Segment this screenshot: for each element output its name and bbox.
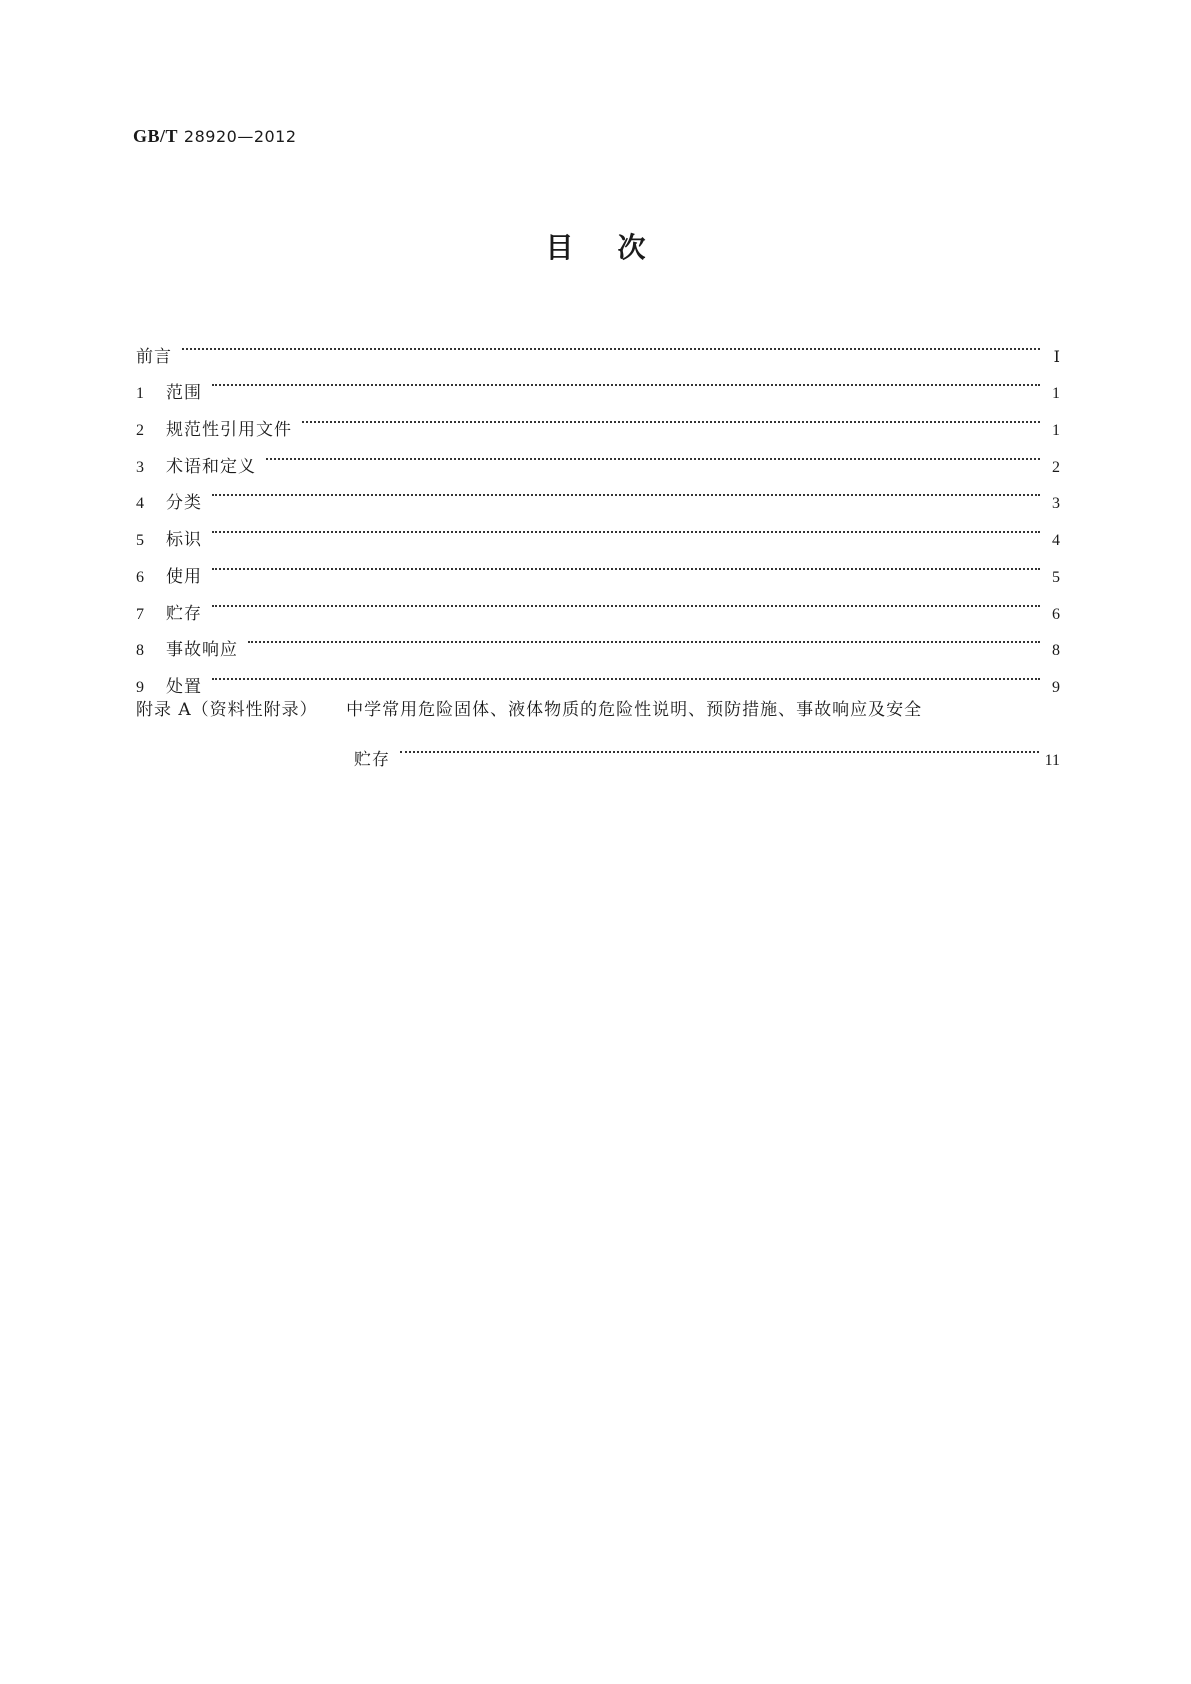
toc-page-number: 8	[1052, 642, 1060, 660]
toc-label: 前言	[136, 346, 172, 367]
dot-leader	[212, 582, 1040, 619]
toc-page-number: 6	[1052, 605, 1060, 623]
dot-leader	[212, 545, 1040, 582]
toc-page-number: 2	[1052, 458, 1060, 476]
toc-entry-annex-a[interactable]	[136, 692, 1060, 771]
dot-leader	[248, 619, 1040, 656]
toc-number: 7	[136, 605, 144, 623]
annex-continuation-line	[136, 729, 1060, 771]
toc-label: 贮存	[166, 603, 202, 624]
toc-entry-preface[interactable]	[136, 325, 1060, 367]
toc-entry[interactable]	[136, 435, 1060, 477]
toc-page-number: 1	[1052, 422, 1060, 440]
toc-entry[interactable]	[136, 398, 1060, 441]
annex-prefix: 附录 A（资料性附录）	[136, 699, 318, 720]
toc-entry[interactable]	[136, 619, 1060, 661]
dot-leader	[182, 325, 1040, 362]
toc-label: 事故响应	[166, 640, 238, 661]
standard-prefix: GB/T	[133, 126, 179, 146]
toc-number: 8	[136, 642, 144, 660]
page-title: 目次	[545, 231, 690, 264]
toc-page-number: 3	[1052, 495, 1060, 513]
toc-label: 规范性引用文件	[166, 420, 292, 441]
toc-entry[interactable]	[136, 545, 1060, 587]
toc-page-number: 1	[1052, 385, 1060, 403]
dot-leader	[212, 472, 1040, 509]
toc-label: 使用	[166, 566, 202, 587]
toc-page-number: 4	[1052, 532, 1060, 550]
toc-label: 标识	[166, 530, 202, 551]
table-of-contents	[136, 325, 1060, 771]
toc-entry[interactable]	[136, 508, 1060, 551]
dot-leader	[400, 729, 1039, 766]
toc-number: 6	[136, 568, 144, 586]
toc-number: 1	[136, 385, 144, 403]
toc-number: 3	[136, 458, 144, 476]
dot-leader	[266, 435, 1040, 472]
toc-page-number: 9	[1052, 678, 1060, 696]
toc-label: 术语和定义	[166, 456, 256, 477]
dot-leader	[212, 508, 1040, 545]
toc-number: 4	[136, 495, 144, 513]
toc-entry[interactable]	[136, 472, 1060, 514]
dot-leader	[212, 362, 1040, 399]
dot-leader	[212, 655, 1040, 692]
toc-number: 2	[136, 422, 144, 440]
toc-entry[interactable]	[136, 582, 1060, 624]
toc-label: 分类	[166, 493, 202, 514]
dot-leader	[302, 398, 1040, 435]
toc-entry[interactable]	[136, 362, 1060, 404]
standard-code	[133, 126, 297, 147]
toc-page-number: Ⅰ	[1053, 348, 1060, 366]
toc-entry[interactable]	[136, 655, 1060, 697]
toc-label: 范围	[166, 383, 202, 404]
toc-page-number: 5	[1052, 568, 1060, 586]
annex-heading-line	[136, 692, 1060, 729]
annex-title-line1: 中学常用危险固体、液体物质的危险性说明、预防措施、事故响应及安全	[346, 699, 923, 720]
annex-title-line2: 贮存	[354, 750, 390, 771]
toc-number: 9	[136, 678, 144, 696]
toc-page-number: 11	[1044, 752, 1060, 770]
toc-number: 5	[136, 532, 144, 550]
standard-number: 28920—2012	[183, 127, 297, 146]
toc-label: 处置	[166, 676, 202, 697]
